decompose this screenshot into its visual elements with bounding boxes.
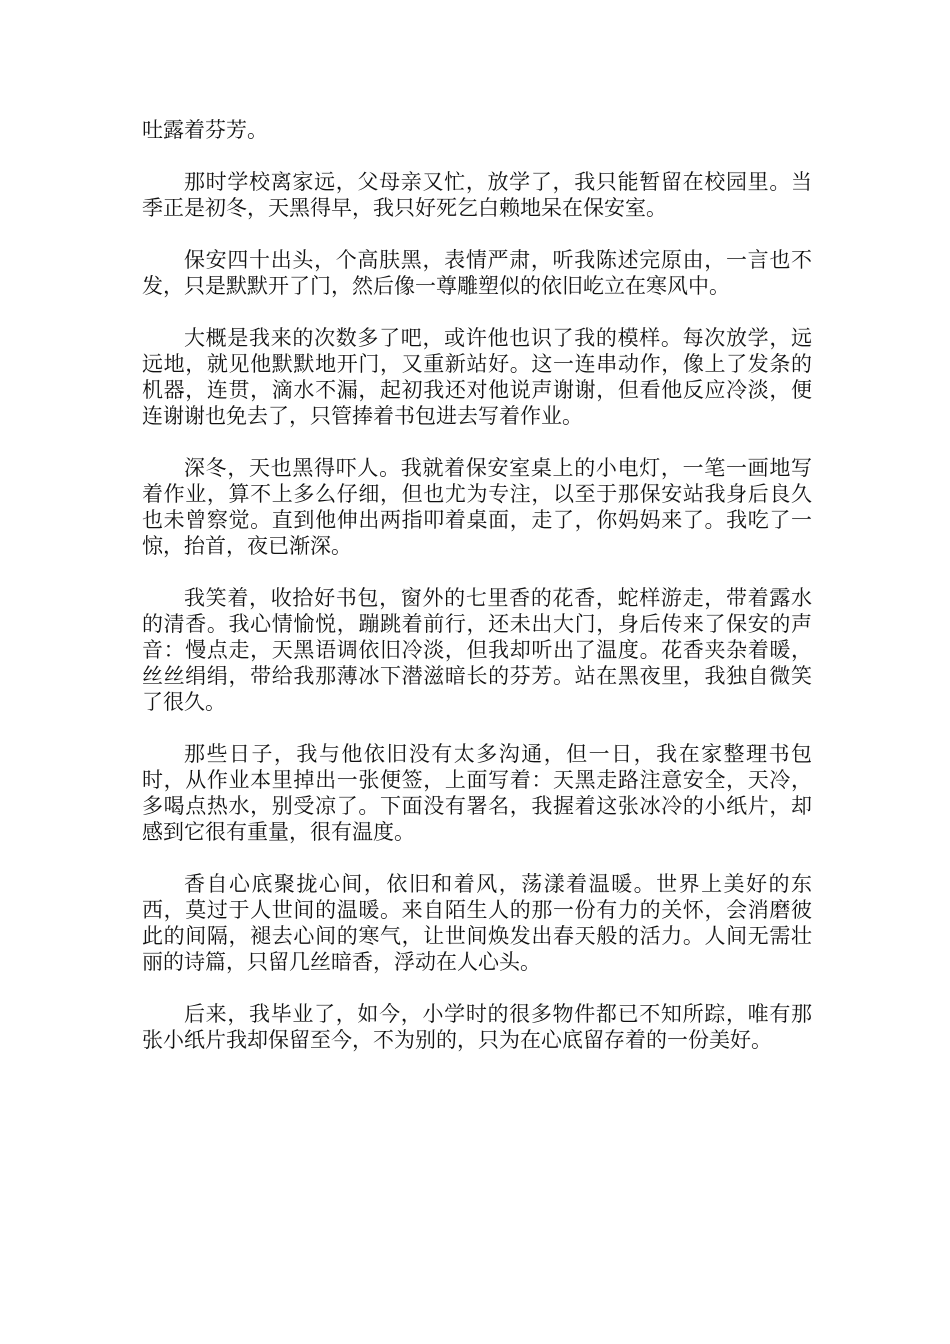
paragraph-4: 大概是我来的次数多了吧，或许他也识了我的模样。每次放学，远远地，就见他默默地开门，又重新站好。这一连串动作，像上了发条的机器，连贯，滴水不漏，起初我还对他说声谢谢，但看他反应冷淡，便连谢谢也免去了，只管捧着书包进去写着作业。 [142, 326, 812, 428]
paragraph-9: 后来，我毕业了，如今，小学时的很多物件都已不知所踪，唯有那张小纸片我却保留至今，不为别的，只为在心底留存着的一份美好。 [142, 1002, 812, 1052]
paragraph-5: 深冬，天也黑得吓人。我就着保安室桌上的小电灯，一笔一画地写着作业，算不上多么仔细，但也尤为专注，以至于那保安站我身后良久也未曾察觉。直到他伸出两指叩着桌面，走了，你妈妈来了。我吃了一惊，抬首，夜已渐深。 [142, 456, 812, 558]
paragraph-8: 香自心底聚拢心间，依旧和着风，荡漾着温暖。世界上美好的东西，莫过于人世间的温暖。来自陌生人的那一份有力的关怀，会消磨彼此的间隔，褪去心间的寒气，让世间焕发出春天般的活力。人间无需壮丽的诗篇，只留几丝暗香，浮动在人心头。 [142, 872, 812, 974]
document-page [142, 117, 812, 1079]
paragraph-3: 保安四十出头，个高肤黑，表情严肃，听我陈述完原由，一言也不发，只是默默开了门，然后像一尊雕塑似的依旧屹立在寒风中。 [142, 248, 812, 298]
paragraph-1: 吐露着芬芳。 [142, 118, 268, 142]
paragraph-2: 那时学校离家远，父母亲又忙，放学了，我只能暂留在校园里。当季正是初冬，天黑得早，我只好死乞白赖地呆在保安室。 [142, 170, 812, 220]
paragraph-6: 我笑着，收拾好书包，窗外的七里香的花香，蛇样游走，带着露水的清香。我心情愉悦，蹦跳着前行，还未出大门，身后传来了保安的声音：慢点走，天黑语调依旧冷淡，但我却听出了温度。花香夹杂着暖，丝丝绢绢，带给我那薄冰下潜滋暗长的芬芳。站在黑夜里，我独自微笑了很久。 [142, 586, 812, 714]
paragraph-7: 那些日子，我与他依旧没有太多沟通，但一日，我在家整理书包时，从作业本里掉出一张便签，上面写着：天黑走路注意安全，天冷，多喝点热水，别受凉了。下面没有署名，我握着这张冰冷的小纸片，却感到它很有重量，很有温度。 [142, 742, 812, 844]
